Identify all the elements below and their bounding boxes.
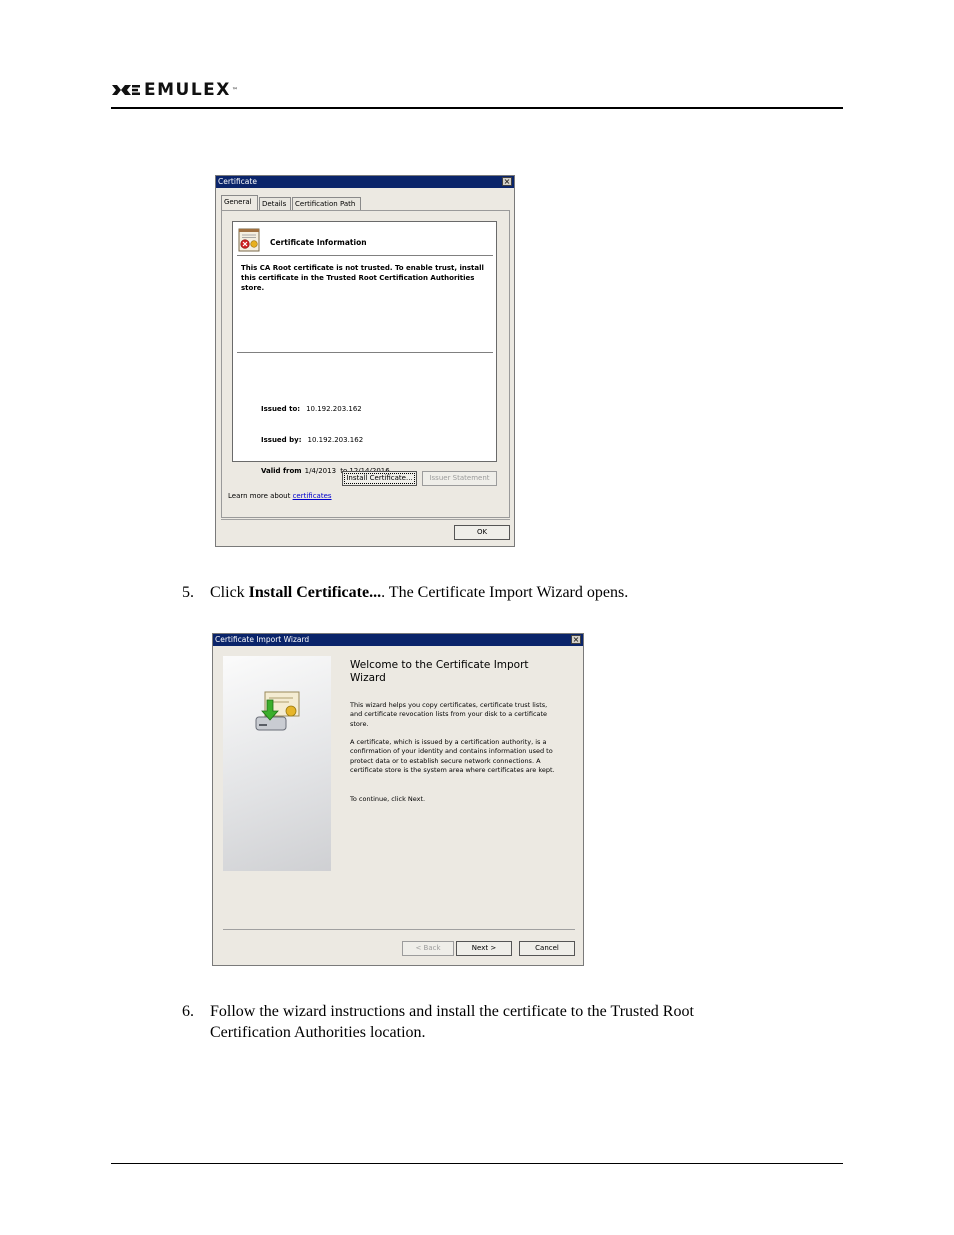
step-5-number: 5. [182,584,194,601]
trust-warning-message: This CA Root certificate is not trusted. To enable trust, install this certificate in the Trusted Root Certification Authorities store. [241,264,484,292]
certificate-import-icon [253,689,301,735]
logo-wordmark: EMULEX [144,80,231,100]
tab-details[interactable]: Details [259,197,291,210]
tab-certification-path[interactable]: Certification Path [292,197,361,210]
step-6-line-1: Follow the wizard instructions and install the certificate to the Trusted Root [210,1003,694,1020]
wizard-side-panel [223,656,331,871]
valid-from-value: 1/4/2013 [304,467,337,475]
issued-by-value: 10.192.203.162 [307,436,364,444]
info-divider-bottom [237,352,493,353]
wizard-footer-divider [223,929,575,930]
certificate-info-title: Certificate Information [270,238,367,247]
logo-trademark: ™ [231,86,238,94]
step-6-number: 6. [182,1003,194,1020]
certificate-import-wizard-dialog [212,633,584,966]
header-rule [111,107,843,109]
emulex-logo [111,80,238,100]
certificate-footer-divider [221,519,510,520]
wizard-title: Certificate Import Wizard [215,635,310,644]
step-6-line-2: Certification Authorities location. [210,1024,426,1041]
tab-general[interactable]: General [221,195,258,210]
certificate-dialog [215,175,515,547]
certificates-link[interactable]: certificates [292,492,332,500]
certificate-info-box [232,221,497,475]
wizard-heading: Welcome to the Certificate Import Wizard [350,659,529,684]
issued-to-label: Issued to: [261,405,301,413]
info-divider-top [237,255,493,256]
close-icon[interactable]: × [572,635,580,644]
wizard-titlebar [213,634,583,646]
certificate-untrusted-icon [238,228,260,252]
certificate-title: Certificate [218,177,257,186]
step-5-suffix: . The Certificate Import Wizard opens. [381,584,629,601]
install-certificate-button[interactable]: Install Certificate... [342,471,417,486]
close-icon[interactable]: × [503,177,511,186]
certificate-titlebar [216,176,514,188]
emulex-logo-icon [111,82,141,98]
step-5-bold: Install Certificate... [248,584,382,601]
issuer-statement-button[interactable]: Issuer Statement [422,471,497,486]
wizard-paragraph-2: A certificate, which is issued by a certification authority, is a confirmation of your identity and contains information used to protect data or to establish secure network connections. A certificate store is the system area where certificates are kept. [350,738,555,774]
step-5-text [210,582,628,603]
back-button[interactable]: < Back [402,941,454,956]
issued-by-field [261,436,363,444]
issued-to-value: 10.192.203.162 [306,405,362,413]
valid-from-label: Valid from [261,467,302,475]
cancel-button[interactable]: Cancel [519,941,575,956]
wizard-paragraph-1: This wizard helps you copy certificates, certificate trust lists, and certificate revocation lists from your disk to a certificate store. [350,701,548,728]
wizard-paragraph-3: To continue, click Next. [350,795,426,803]
next-button[interactable]: Next > [456,941,512,956]
learn-more-text [228,492,332,500]
ok-button[interactable]: OK [454,525,510,540]
issued-by-label: Issued by: [261,436,302,444]
step-5-prefix: Click [210,584,245,601]
issued-to-field [261,405,362,413]
footer-rule [111,1163,843,1164]
learn-more-prefix: Learn more about [228,492,291,500]
